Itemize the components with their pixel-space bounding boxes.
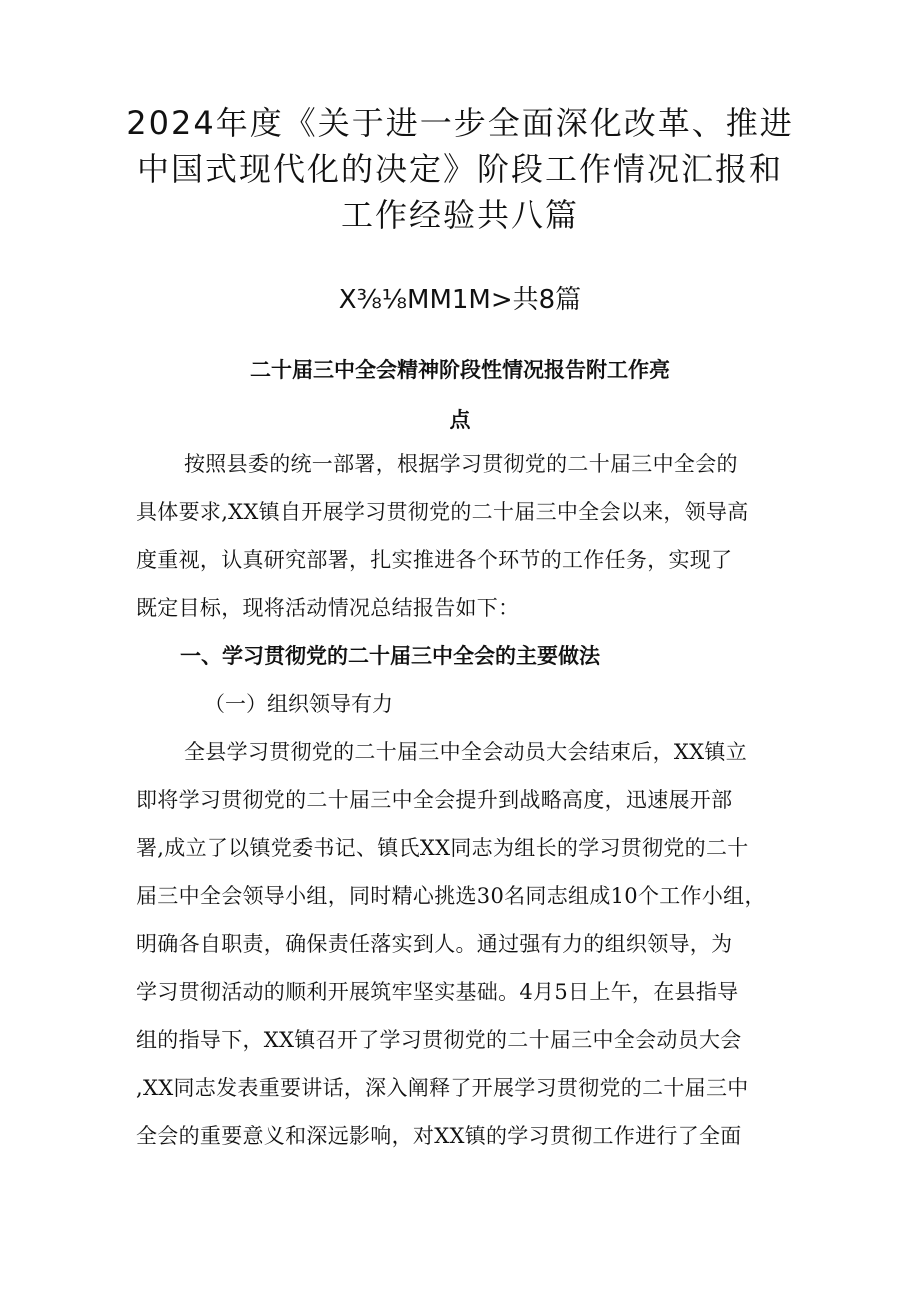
- body-line: 全会的重要意义和深远影响，对XX镇的学习贯彻工作进行了全面: [136, 1124, 742, 1148]
- body-line: 届三中全会领导小组，同时精心挑选30名同志组成10个工作小组，: [136, 884, 766, 908]
- intro-paragraph: [136, 440, 792, 632]
- body-line: 明确各自职责，确保责任落实到人。通过强有力的组织领导，为: [136, 932, 733, 956]
- intro-line: 既定目标，现将活动情况总结报告如下：: [136, 596, 520, 620]
- intro-line: 具体要求,XX镇自开展学习贯彻党的二十届三中全会以来，领导高: [136, 500, 749, 524]
- heading-level-1: 一、学习贯彻党的二十届三中全会的主要做法: [180, 644, 600, 668]
- body-line: 全县学习贯彻党的二十届三中全会动员大会结束后，XX镇立: [184, 740, 747, 764]
- section-title: [80, 345, 840, 445]
- title-line-3: 工作经验共八篇: [340, 196, 579, 234]
- body-line: 即将学习贯彻党的二十届三中全会提升到战略高度，迅速展开部: [136, 788, 733, 812]
- body-line: 署,成立了以镇党委书记、镇氏XX同志为组长的学习贯彻党的二十: [136, 836, 749, 860]
- intro-line: 按照县委的统一部署，根据学习贯彻党的二十届三中全会的: [184, 452, 738, 476]
- body-line: 学习贯彻活动的顺利开展筑牢坚实基础。4月5日上午，在县指导: [136, 980, 739, 1004]
- document-title: [80, 100, 840, 238]
- heading-level-2: （一）组织领导有力: [204, 692, 393, 716]
- intro-line: 度重视，认真研究部署，扎实推进各个环节的工作任务，实现了: [136, 548, 733, 572]
- body-paragraph: [136, 728, 792, 1160]
- body-line: ,XX同志发表重要讲话，深入阐释了开展学习贯彻党的二十届三中: [136, 1076, 749, 1100]
- title-line-2: 中国式现代化的决定》阶段工作情况汇报和: [136, 150, 783, 188]
- section-title-line-2: 点: [449, 408, 471, 432]
- title-line-1: 2024年度《关于进一步全面深化改革、推进: [126, 104, 794, 142]
- body-line: 组的指导下，XX镇召开了学习贯彻党的二十届三中全会动员大会: [136, 1028, 742, 1052]
- section-title-line-1: 二十届三中全会精神阶段性情况报告附工作亮: [250, 358, 670, 382]
- document-subtitle: X⅜⅛MM1M>共8篇: [338, 285, 582, 315]
